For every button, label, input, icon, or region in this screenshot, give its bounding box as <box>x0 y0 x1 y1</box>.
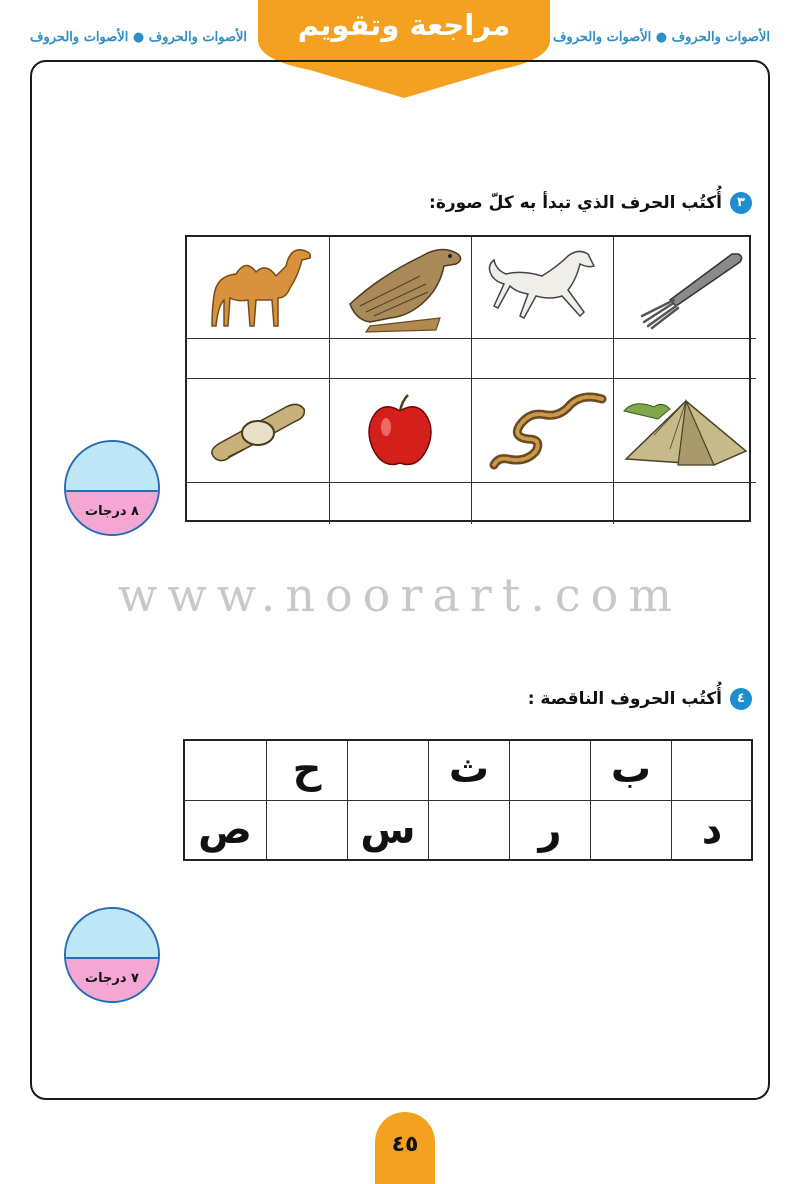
letter-cell[interactable] <box>266 800 348 861</box>
letter-cell[interactable]: س <box>347 800 429 861</box>
apple-icon <box>330 379 471 483</box>
running-header-left: الأصوات والحروف ● الأصوات والحروف <box>30 30 248 45</box>
watch-icon <box>186 379 327 483</box>
picture-cell-snake <box>471 378 614 482</box>
running-header-right: الأصوات والحروف ● الأصوات والحروف <box>552 30 770 45</box>
picture-cell-camel <box>186 236 329 338</box>
letter-cell[interactable] <box>428 800 510 861</box>
exercise3-number: ٣ <box>730 192 752 214</box>
score-label: ٧ درجات <box>85 971 139 986</box>
letter-cell[interactable] <box>347 740 429 800</box>
score-badge-exercise3 <box>64 440 160 536</box>
letter-cell[interactable]: ص <box>184 800 267 861</box>
picture-cell-falcon <box>329 236 472 338</box>
exercise4-number: ٤ <box>730 688 752 710</box>
score-badge-exercise4 <box>64 907 160 1003</box>
answer-cell[interactable] <box>186 482 329 524</box>
answer-cell[interactable] <box>186 338 329 378</box>
letters-table <box>183 739 753 861</box>
horse-icon <box>472 236 613 336</box>
picture-cell-tent <box>613 378 756 482</box>
letter-cell[interactable] <box>590 800 672 861</box>
answer-cell[interactable] <box>613 338 756 378</box>
answer-cell[interactable] <box>471 482 614 524</box>
exercise3-instruction <box>429 192 752 214</box>
page-title: مراجعة وتقويم <box>297 8 511 42</box>
picture-cell-watch <box>186 378 329 482</box>
picture-cell-apple <box>329 378 472 482</box>
picture-cell-fork <box>613 236 756 338</box>
score-label: ٨ درجات <box>85 504 139 519</box>
exercise3-text: أُكتُب الحرف الذي تبدأ به كلّ صورة: <box>429 193 722 213</box>
camel-icon <box>186 236 327 336</box>
letter-cell[interactable]: ر <box>509 800 591 861</box>
letter-cell[interactable]: ح <box>266 740 348 800</box>
letter-cell[interactable] <box>184 740 267 800</box>
letter-cell[interactable]: ث <box>428 740 510 800</box>
letter-cell[interactable] <box>509 740 591 800</box>
letter-cell[interactable] <box>671 740 753 800</box>
answer-cell[interactable] <box>471 338 614 378</box>
picture-cell-horse <box>471 236 614 338</box>
exercise4-instruction <box>528 688 752 710</box>
page-number: ٤٥ <box>391 1132 419 1157</box>
fork-icon <box>614 236 755 336</box>
falcon-icon <box>330 236 471 336</box>
tent-icon <box>614 379 755 483</box>
answer-cell[interactable] <box>329 482 472 524</box>
exercise4-text: أُكتُب الحروف الناقصة : <box>527 689 722 709</box>
picture-table <box>185 235 751 522</box>
answer-cell[interactable] <box>329 338 472 378</box>
answer-cell[interactable] <box>613 482 756 524</box>
letter-cell[interactable]: د <box>671 800 753 861</box>
snake-icon <box>472 379 613 483</box>
watermark: www.noorart.com <box>118 568 682 622</box>
letter-cell[interactable]: ب <box>590 740 672 800</box>
